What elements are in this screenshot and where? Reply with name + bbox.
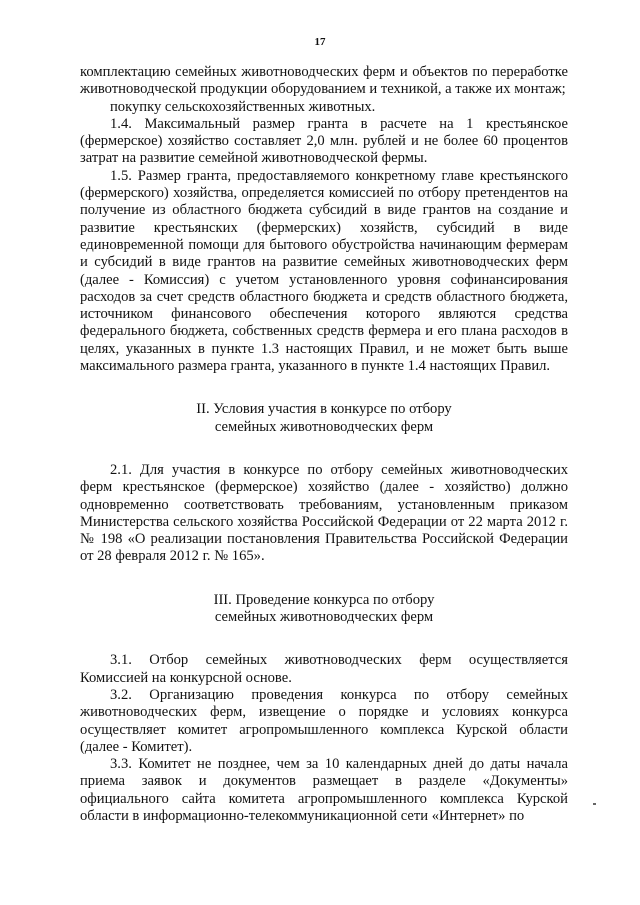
paragraph-livestock-purchase: покупку сельскохозяйственных животных. [110, 98, 376, 115]
spacer [80, 626, 568, 652]
section-3-heading-line-2: семейных животноводческих ферм [214, 609, 434, 626]
paragraph-3-2: 3.2. Организацию проведения конкурса по отбору семейных животноводческих ферм, извещение о порядке и условиях конкурса осуществляет комитет агропромышленного комплекса Курской области (далее - Комитет). [80, 686, 568, 755]
section-2-heading-line-2: семейных животноводческих ферм [214, 418, 434, 435]
document-body [80, 64, 568, 825]
page-number: 17 [314, 36, 326, 48]
paragraph-2-1: 2.1. Для участия в конкурсе по отбору семейных животноводческих ферм крестьянское (фермерское) хозяйство (далее - хозяйство) должно одновременно соответствовать требованиям, установленным приказом Министерства сельского хозяйства Российской Федерации от 22 марта 2012 г. № 198 «О реализации постановления Правительства Российской Федерации от 28 февраля 2012 г. № 165». [80, 461, 568, 565]
spacer [80, 375, 568, 401]
paragraph-3-1: 3.1. Отбор семейных животноводческих ферм осуществляется Комиссией на конкурсной основе. [80, 652, 568, 686]
paragraph-1-4: 1.4. Максимальный размер гранта в расчете на 1 крестьянское (фермерское) хозяйство составляет 2,0 млн. рублей и не более 60 процентов затрат на развитие семейной животноводческой фермы. [80, 115, 568, 167]
paragraph-equipment: комплектацию семейных животноводческих ферм и объектов по переработке животноводческой продукции оборудованием и техникой, а также их монтаж; [80, 64, 568, 98]
paragraph-3-3: 3.3. Комитет не позднее, чем за 10 календарных дней до даты начала приема заявок и документов размещает в разделе «Документы» официального сайта комитета агропромышленного комплекса Курской области в информационно-телекоммуникационной сети «Интернет» по [80, 756, 568, 824]
scan-speck [593, 803, 596, 805]
section-2-heading-line-1: II. Условия участия в конкурсе по отбору [196, 401, 452, 418]
spacer [80, 436, 568, 462]
spacer [80, 566, 568, 592]
section-3-heading-line-1: III. Проведение конкурса по отбору [213, 591, 435, 608]
paragraph-1-5: 1.5. Размер гранта, предоставляемого конкретному главе крестьянского (фермерского) хозяйства, определяется комиссией по отбору претендентов на получение из областного бюджета субсидий в виде грантов на создание и развитие крестьянских (фермерских) хозяйств, субсидий в виде единовременной помощи для бытового обустройства начинающим фермерам и субсидий в виде грантов на развитие семейных животноводческих ферм (далее - Комиссия) с учетом установленного уровня софинансирования расходов за счет средств областного бюджета и средств областного бюджета, источником финансового обеспечения которого являются средства федерального бюджета, собственных средств фермера и его плана расходов в целях, указанных в пункте 1.3 настоящих Правил, и не может быть выше максимального размера гранта, указанного в пункте 1.4 настоящих Правил. [80, 167, 568, 375]
